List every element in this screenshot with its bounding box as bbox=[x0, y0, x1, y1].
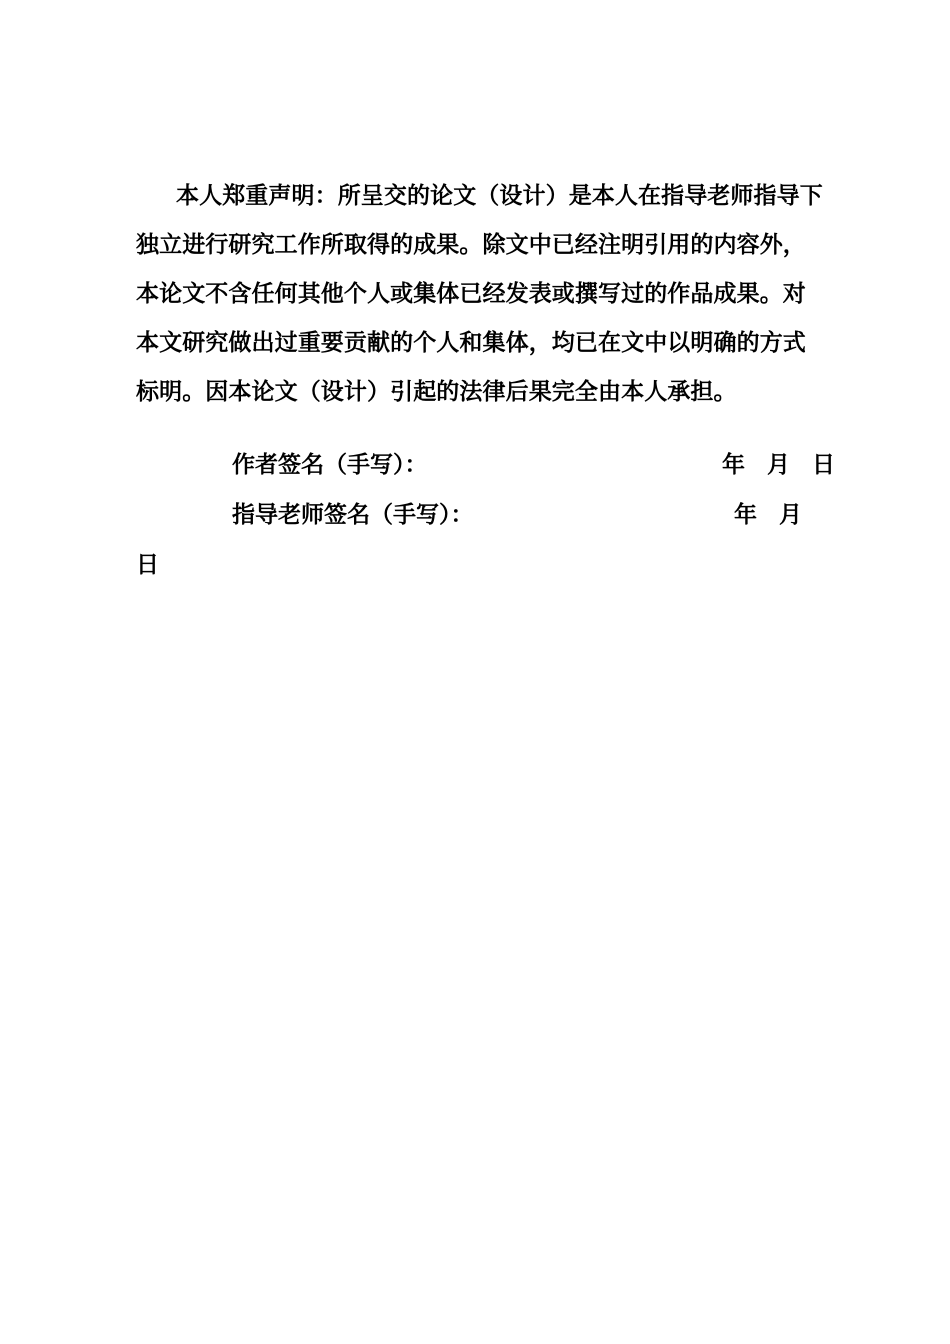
author-date-day: 日 bbox=[812, 452, 835, 478]
declaration-line-1: 本人郑重声明：所呈交的论文（设计）是本人在指导老师指导下 bbox=[176, 183, 823, 209]
author-signature-date bbox=[722, 450, 835, 480]
advisor-date-year: 年 bbox=[734, 502, 757, 528]
declaration-line-3: 本论文不含任何其他个人或集体已经发表或撰写过的作品成果。对 bbox=[136, 281, 806, 307]
advisor-date-day: 日 bbox=[136, 552, 159, 578]
advisor-signature-date bbox=[734, 500, 802, 530]
author-date-month: 月 bbox=[767, 452, 790, 478]
advisor-date-month: 月 bbox=[779, 502, 802, 528]
declaration-line-4: 本文研究做出过重要贡献的个人和集体，均已在文中以明确的方式 bbox=[136, 330, 806, 356]
declaration-paragraph bbox=[136, 172, 856, 417]
author-date-year: 年 bbox=[722, 452, 745, 478]
declaration-line-5: 标明。因本论文（设计）引起的法律后果完全由本人承担。 bbox=[136, 379, 737, 405]
advisor-signature-label: 指导老师签名（手写）： bbox=[232, 502, 474, 528]
declaration-line-2: 独立进行研究工作所取得的成果。除文中已经注明引用的内容外， bbox=[136, 232, 806, 258]
author-signature-label: 作者签名（手写）： bbox=[232, 452, 428, 478]
